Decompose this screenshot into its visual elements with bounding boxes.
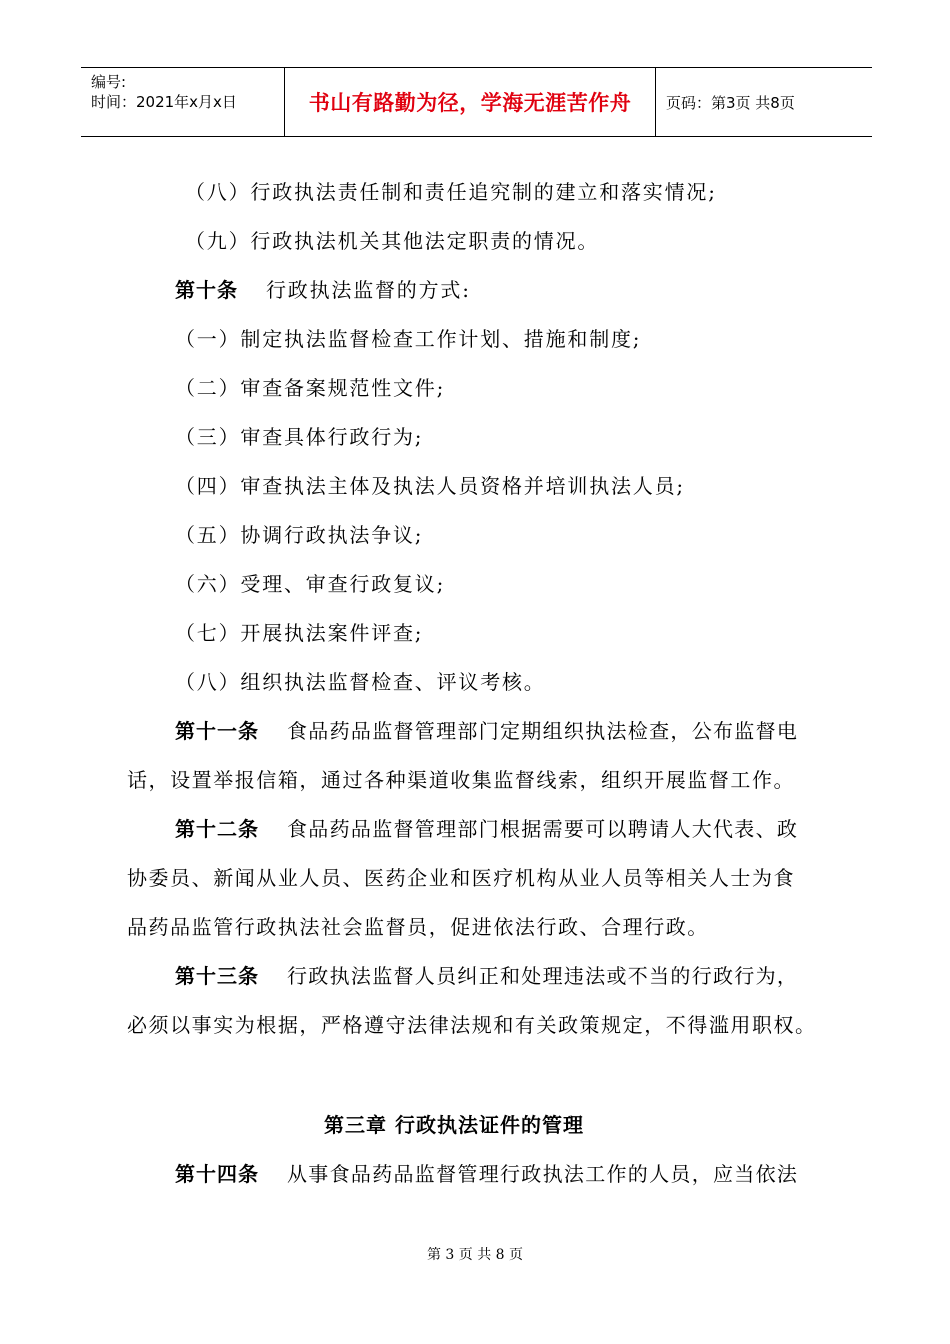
- chapter-heading: 第三章 行政执法证件的管理: [324, 1113, 584, 1137]
- time-label: 时间：2021年x月x日: [91, 93, 237, 111]
- article-12: [175, 805, 829, 854]
- paragraph-line: （八）行政执法责任制和责任追究制的建立和落实情况;: [185, 180, 717, 204]
- article-14-title: 第十四条: [175, 1162, 259, 1186]
- article-11: [175, 707, 829, 756]
- paragraph-line: 必须以事实为根据，严格遵守法律法规和有关政策规定，不得滥用职权。: [127, 1013, 817, 1037]
- header-meta: [81, 68, 285, 136]
- list-item: （五）协调行政执法争议;: [175, 523, 424, 547]
- list-item: （四）审查执法主体及执法人员资格并培训执法人员;: [175, 474, 685, 498]
- list-item: （八）组织执法监督检查、评议考核。: [175, 670, 546, 694]
- article-11-text: 食品药品监督管理部门定期组织执法检查，公布监督电: [287, 719, 799, 743]
- document-body: [127, 168, 829, 1199]
- article-10-text: 行政执法监督的方式:: [266, 278, 471, 302]
- paragraph-line: 话，设置举报信箱，通过各种渠道收集监督线索，组织开展监督工作。: [127, 768, 796, 792]
- paragraph-line: 协委员、新闻从业人员、医药企业和医疗机构从业人员等相关人士为食: [127, 866, 796, 890]
- list-item: （二）审查备案规范性文件;: [175, 376, 446, 400]
- page-footer: 第 3 页 共 8 页: [426, 1247, 524, 1263]
- page-header: [81, 67, 872, 137]
- paragraph-line: （九）行政执法机关其他法定职责的情况。: [185, 229, 600, 253]
- list-item: （七）开展执法案件评查;: [175, 621, 424, 645]
- article-14-text: 从事食品药品监督管理行政执法工作的人员，应当依法: [287, 1162, 799, 1186]
- paragraph-line: 品药品监管行政执法社会监督员，促进依法行政、合理行政。: [127, 915, 709, 939]
- article-12-text: 食品药品监督管理部门根据需要可以聘请人大代表、政: [287, 817, 799, 841]
- header-motto: 书山有路勤为径，学海无涯苦作舟: [285, 68, 656, 136]
- article-13: [175, 952, 829, 1001]
- article-10: [175, 266, 829, 315]
- article-13-title: 第十三条: [175, 964, 259, 988]
- article-12-title: 第十二条: [175, 817, 259, 841]
- list-item: （三）审查具体行政行为;: [175, 425, 424, 449]
- article-13-text: 行政执法监督人员纠正和处理违法或不当的行政行为，: [287, 964, 799, 988]
- list-item: （六）受理、审查行政复议;: [175, 572, 446, 596]
- article-14: [175, 1150, 829, 1199]
- number-label: 编号:: [91, 73, 127, 91]
- article-11-title: 第十一条: [175, 719, 259, 743]
- article-10-title: 第十条: [175, 278, 238, 302]
- header-page-number: 页码：第3页 共8页: [666, 93, 795, 112]
- list-item: （一）制定执法监督检查工作计划、措施和制度;: [175, 327, 642, 351]
